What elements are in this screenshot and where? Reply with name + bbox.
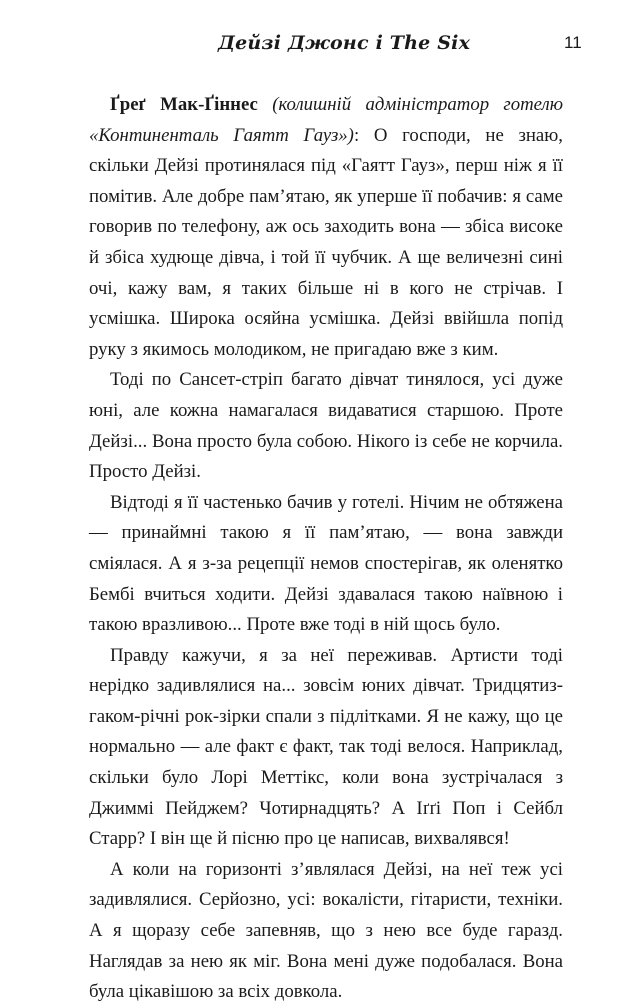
page-body bbox=[89, 90, 563, 1008]
paragraph-text: О господи, не знаю, скільки Дейзі протинялася під «Гаятт Гауз», перш ніж я її помітив. Але добре пам’ятаю, як уперше її побачив: я саме говорив по телефону, аж ось заходить вона — збіса високе й збіса худюще дівча, і той її чубчик. А ще величезні сині очі, кажу вам, я таких більше ні в кого не стрічав. І усмішка. Широка осяйна усмішка. Дейзі ввійшла попід руку з якимось молодиком, не пригадаю вже з ким. bbox=[89, 124, 563, 360]
page-number: 11 bbox=[564, 33, 582, 52]
speaker-name: Ґреґ Мак-Ґіннес bbox=[110, 94, 258, 115]
paragraph bbox=[89, 90, 563, 365]
paragraph: Правду кажучи, я за неї переживав. Артисти тоді нерідко задивлялися на... зовсім юних дівчат. Тридцятиз-гаком-річні рок-зірки спали з підлітками. Я не кажу, що це нормально — але факт є факт, так тоді велося. Наприклад, скільки було Лорі Меттікс, коли вона зустрічалася з Джиммі Пейджем? Чотирнадцять? А Іґґі Поп і Сейбл Старр? І він ще й пісню про це написав, вихвалявся! bbox=[89, 644, 563, 850]
paragraph: Відтоді я її частенько бачив у готелі. Нічим не обтяжена — принаймні такою я її пам’ятаю, — вона завжди сміялася. А я з-за рецепції немов спостерігав, як оленятко Бембі вчиться ходити. Дейзі здавалася такою наївною і такою вразливою... Проте вже тоді в ній щось було. bbox=[89, 491, 563, 636]
running-title: Дейзі Джонс і The Six bbox=[218, 32, 471, 54]
page-header bbox=[0, 28, 639, 60]
speaker-colon: : bbox=[353, 124, 374, 146]
speaker-role: (колишній адміністратор готелю «Континенталь Гаятт Гауз») bbox=[89, 94, 563, 146]
paragraph: Тоді по Сансет-стріп багато дівчат тинялося, усі дуже юні, але кожна намагалася видаватися старшою. Проте Дейзі... Вона просто була собою. Нікого із себе не корчила. Просто Дейзі. bbox=[89, 369, 563, 483]
paragraph: А коли на горизонті з’являлася Дейзі, на неї теж усі задивлялися. Серйозно, усі: вокалісти, гітаристи, техніки. А я щоразу себе запевняв, що з нею все буде гаразд. Наглядав за нею як міг. Вона мені дуже подобалася. Вона була цікавішою за всіх довкола. bbox=[89, 858, 563, 1003]
